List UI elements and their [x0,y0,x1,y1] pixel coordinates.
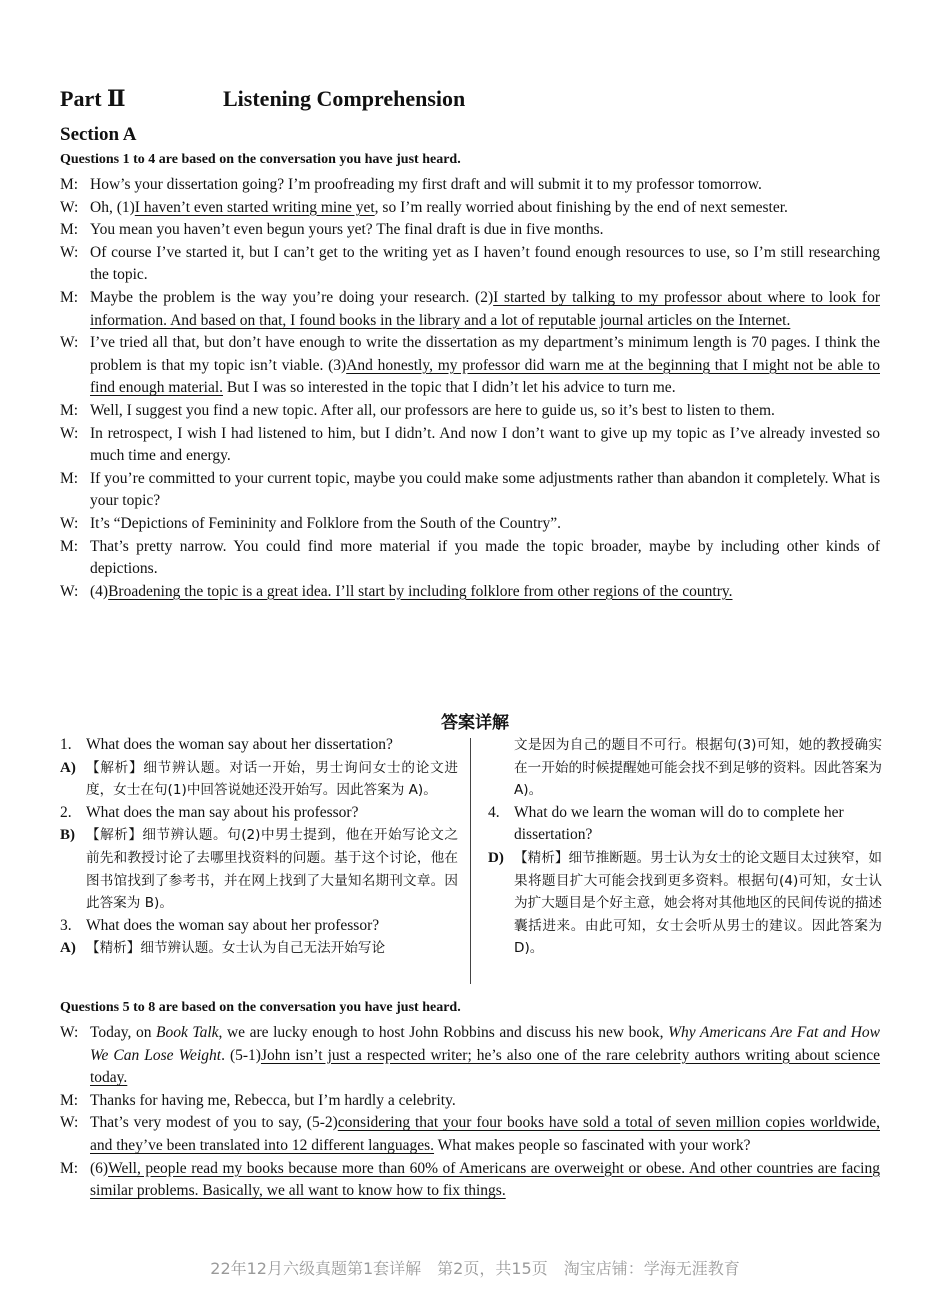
turn-text: But I was so interested in the topic that I didn’t let his advice to turn me. [223,379,676,397]
answer-1-explanation [60,757,458,802]
explanation-text: 【精析】细节推断题。男士认为女士的论文题目太过狭窄，如果将题目扩大可能会找到更多资料。根据句(4)可知，女士认为扩大题目是个好主意，她会将对其他地区的民间传说的描述囊括进来。由此可知，女士会听从男士的建议。因此答案为 D)。 [514,849,882,957]
turn-text: Of course I’ve started it, but I can’t get to the writing yet as I haven’t found enough resources to use, so I’m still researching the topic. [90,243,880,284]
underlined-answer-text: considering that your four books have sold a total of seven million copies worldwide, and they’ve been translated into 12 different languages. [90,1114,880,1154]
column-divider [470,738,471,984]
conversation-2 [60,1022,880,1203]
dialogue-turn [60,468,880,513]
answer-label: A) [60,759,76,776]
speaker-label: M: [60,221,79,239]
conversation-2-turns [60,1090,880,1203]
speaker-label: W: [60,1024,79,1041]
question-text: What do we learn the woman will do to complete her dissertation? [514,803,844,844]
turn-text: If you’re committed to your current topic, maybe you could make some adjustments rather than abandon it completely. What is your topic? [90,469,880,510]
turn-text: Maybe the problem is the way you’re doing your research. (2) [90,288,494,306]
dialogue-turn [60,174,880,197]
speaker-label: M: [60,401,79,419]
answers-right-column [488,734,882,960]
answer-label: A) [60,940,76,957]
question-3 [60,915,458,938]
turn-text: Oh, (1) [90,198,135,216]
underlined-answer-text: John isn’t just a respected writer; he’s also one of the rare celebrity authors writing about science today. [90,1046,880,1087]
speaker-label: M: [60,176,79,193]
underlined-answer-text: I haven’t even started writing mine yet [134,198,375,216]
speaker-label: W: [60,334,79,352]
answer-3-explanation [60,937,458,960]
dialogue-turn [60,332,880,400]
underlined-answer-text: And honestly, my professor did warn me at the beginning that I might not be able to find enough material. [90,356,880,397]
turn-text: It’s “Depictions of Femininity and Folklore from the South of the Country”. [90,514,561,532]
turn-text: . (5-1) [221,1046,261,1064]
question-text: What does the woman say about her professor? [86,916,380,934]
dialogue-turn [60,1022,880,1090]
speaker-label: W: [60,582,79,600]
turn-text: , so I’m really worried about finishing by the end of next semester. [374,198,788,216]
turn-text: Today, on [90,1024,156,1041]
explanation-text: 【解析】细节辨认题。对话一开始，男士询问女士的论文进度，女士在句(1)中回答说她还没开始写。因此答案为 A)。 [86,759,458,799]
turn-text: What makes people so fascinated with your work? [434,1136,751,1154]
underlined-answer-text: Broadening the topic is a great idea. I’ll start by including folklore from other regions of the country. [108,582,733,600]
question-1 [60,734,458,757]
answer-label: B) [60,827,75,844]
turn-text: How’s your dissertation going? I’m proofreading my first draft and will submit it to my professor tomorrow. [90,176,762,193]
dialogue-turn [60,1112,880,1157]
conversation-1 [60,174,880,603]
explanation-text: 【解析】细节辨认题。句(2)中男士提到，他在开始写论文之前先和教授讨论了去哪里找资料的问题。基于这个讨论，他在图书馆找到了参考书，并在网上找到了大量知名期刊文章。因此答案为 B)。 [86,827,458,912]
turn-text: (4) [90,582,109,600]
question-number: 3. [60,916,72,934]
turn-text: That’s very modest of you to say, (5-2) [90,1114,338,1132]
speaker-label: W: [60,424,79,442]
speaker-label: M: [60,537,79,555]
speaker-label: W: [60,1114,79,1132]
dialogue-turn [60,400,880,423]
question-2 [60,802,458,825]
questions-5-8-intro: Questions 5 to 8 are based on the conversation you have just heard. [60,1000,461,1015]
dialogue-turn [60,581,880,604]
question-number: 4. [488,803,500,821]
part-heading [60,86,880,118]
turn-text: (6) [90,1159,109,1177]
underlined-answer-text: I started by talking to my professor about where to look for information. And based on that, I found books in the library and a lot of reputable journal articles on the Internet. [90,288,880,329]
dialogue-turn [60,423,880,468]
question-4 [488,802,882,847]
turn-text: Thanks for having me, Rebecca, but I’m hardly a celebrity. [90,1091,456,1109]
question-number: 1. [60,736,72,753]
question-text: What does the woman say about her dissertation? [86,736,393,753]
answer-3-explanation-continued: 文是因为自己的题目不可行。根据句(3)可知，她的教授确实在一开始的时候提醒她可能会找不到足够的资料。因此答案为 A)。 [514,737,882,799]
underlined-answer-text: Well, people read my books because more than 60% of Americans are overweight or obese. And other countries are facing similar problems. Basically, we all want to know how to fix things. [90,1159,880,1200]
answer-4-explanation [488,847,882,960]
speaker-label: W: [60,243,79,261]
dialogue-turn [60,1090,880,1113]
dialogue-turn [60,219,880,242]
turn-text: That’s pretty narrow. You could find more material if you made the topic broader, maybe by including other kinds of depictions. [90,537,880,578]
explanation-text: 【精析】细节辨认题。女士认为自己无法开始写论 [86,940,386,957]
program-name: Book Talk [156,1024,219,1041]
speaker-label: W: [60,514,79,532]
dialogue-turn [60,536,880,581]
answers-title: 答案详解 [441,713,509,733]
speaker-label: W: [60,198,79,216]
turn-text: , we are lucky enough to host John Robbins and discuss his new book, [218,1024,669,1041]
dialogue-turn [60,513,880,536]
turn-text: You mean you haven’t even begun yours yet? The final draft is due in five months. [90,221,604,239]
section-title: Section A [60,124,137,145]
dialogue-turn [60,287,880,332]
turn-text: In retrospect, I wish I had listened to him, but I didn’t. And now I don’t want to give up my topic as I’ve already invested so much time and energy. [90,424,880,465]
turn-text: I’ve tried all that, but don’t have enough to write the dissertation as my department’s minimum length is 70 pages. I think the problem is that my topic isn’t viable. (3) [90,334,880,374]
answer-2-explanation [60,824,458,914]
speaker-label: M: [60,288,79,306]
dialogue-turn [60,242,880,287]
answer-label: D) [488,849,504,866]
book-title: Why Americans Are Fat and How We Can Lose Weight [90,1024,880,1064]
speaker-label: M: [60,469,79,487]
answers-left-column [60,734,458,960]
page-footer: 22年12月六级真题第1套详解 第2页，共15页 淘宝店铺：学海无涯教育 [210,1259,740,1278]
turn-text: Well, I suggest you find a new topic. After all, our professors are here to guide us, so it’s best to listen to them. [90,401,775,419]
dialogue-turn [60,197,880,220]
part-title: Listening Comprehension [223,86,466,111]
speaker-label: M: [60,1159,79,1177]
part-number: Part Ⅱ [60,86,126,111]
speaker-label: M: [60,1091,79,1109]
question-number: 2. [60,803,72,821]
dialogue-turn [60,1158,880,1203]
questions-1-4-intro: Questions 1 to 4 are based on the conversation you have just heard. [60,152,461,167]
question-text: What does the man say about his professor? [86,803,359,821]
